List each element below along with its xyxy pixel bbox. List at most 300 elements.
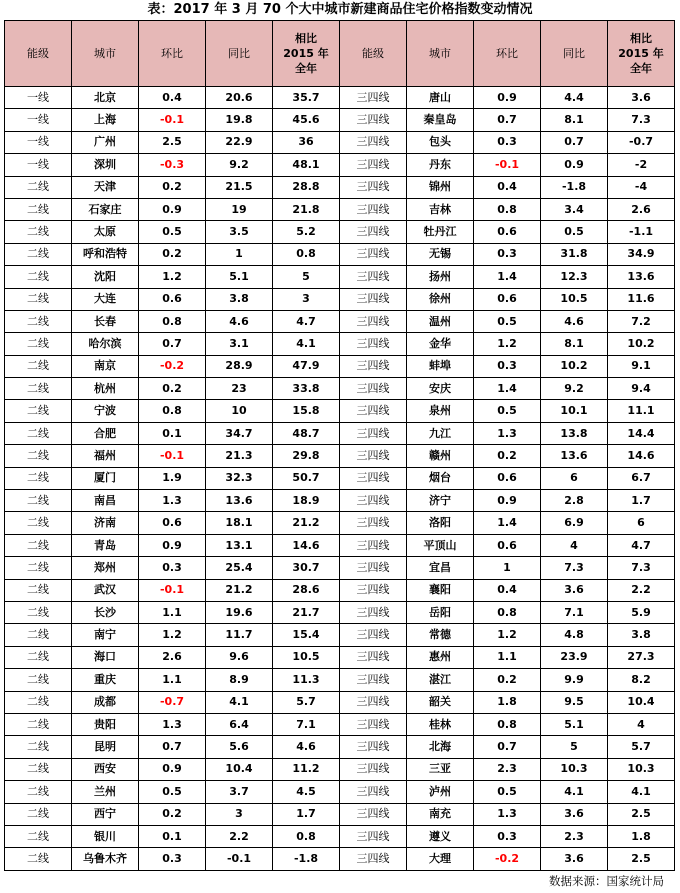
right-yoy-cell: 2.3 [541,825,608,847]
right-mom-cell: 1.2 [474,333,541,355]
left-yoy-cell: 22.9 [206,131,273,153]
right-mom-cell: 0.6 [474,221,541,243]
table-row [5,266,675,288]
right-tier-cell: 三四线 [340,288,407,310]
right-tier-cell: 三四线 [340,490,407,512]
right-vs2015-cell: 2.6 [608,198,675,220]
left-tier-cell: 二线 [5,825,72,847]
right-yoy-cell: 10.5 [541,288,608,310]
table-row [5,467,675,489]
left-mom-cell: 2.6 [139,646,206,668]
right-mom-cell: 0.7 [474,109,541,131]
left-mom-cell: 0.6 [139,512,206,534]
table-row [5,378,675,400]
right-mom-cell: 0.4 [474,579,541,601]
header-city: 城市 [72,21,139,87]
left-city-cell: 宁波 [72,400,139,422]
left-mom-cell: 0.3 [139,557,206,579]
right-yoy-cell: 9.5 [541,691,608,713]
right-mom-cell: 1.1 [474,646,541,668]
right-tier-cell: 三四线 [340,266,407,288]
left-city-cell: 杭州 [72,378,139,400]
left-city-cell: 海口 [72,646,139,668]
right-yoy-cell: 9.9 [541,669,608,691]
left-vs2015-cell: 0.8 [273,825,340,847]
table-row [5,646,675,668]
left-city-cell: 长春 [72,310,139,332]
left-mom-cell: 0.9 [139,534,206,556]
right-city-cell: 包头 [407,131,474,153]
right-city-cell: 韶关 [407,691,474,713]
left-yoy-cell: 3.5 [206,221,273,243]
left-tier-cell: 二线 [5,691,72,713]
left-vs2015-cell: 5.2 [273,221,340,243]
right-tier-cell: 三四线 [340,310,407,332]
right-vs2015-cell: 7.2 [608,310,675,332]
left-mom-cell: 1.2 [139,266,206,288]
left-tier-cell: 一线 [5,87,72,109]
left-yoy-cell: 13.6 [206,490,273,512]
right-tier-cell: 三四线 [340,467,407,489]
right-vs2015-cell: 6 [608,512,675,534]
right-yoy-cell: 4.1 [541,781,608,803]
right-mom-cell: 1 [474,557,541,579]
right-mom-cell: 0.8 [474,198,541,220]
left-vs2015-cell: 15.8 [273,400,340,422]
right-tier-cell: 三四线 [340,333,407,355]
left-mom-cell: 0.5 [139,221,206,243]
right-vs2015-cell: -0.7 [608,131,675,153]
left-tier-cell: 二线 [5,467,72,489]
right-yoy-cell: 0.9 [541,154,608,176]
left-tier-cell: 二线 [5,176,72,198]
left-vs2015-cell: 48.7 [273,422,340,444]
right-mom-cell: 1.4 [474,378,541,400]
right-city-cell: 三亚 [407,758,474,780]
left-yoy-cell: 11.7 [206,624,273,646]
left-vs2015-cell: 21.2 [273,512,340,534]
right-yoy-cell: 8.1 [541,333,608,355]
right-city-cell: 秦皇岛 [407,109,474,131]
right-city-cell: 赣州 [407,445,474,467]
left-yoy-cell: 9.6 [206,646,273,668]
header-mom: 环比 [474,21,541,87]
right-mom-cell: 0.9 [474,87,541,109]
right-mom-cell: 0.4 [474,176,541,198]
right-vs2015-cell: 11.1 [608,400,675,422]
right-yoy-cell: 2.8 [541,490,608,512]
table-row [5,243,675,265]
right-tier-cell: 三四线 [340,781,407,803]
left-city-cell: 合肥 [72,422,139,444]
left-tier-cell: 二线 [5,422,72,444]
right-mom-cell: 0.3 [474,355,541,377]
left-tier-cell: 二线 [5,243,72,265]
right-tier-cell: 三四线 [340,154,407,176]
right-vs2015-cell: 11.6 [608,288,675,310]
table-row [5,490,675,512]
right-yoy-cell: 12.3 [541,266,608,288]
left-vs2015-cell: 3 [273,288,340,310]
left-vs2015-cell: 21.7 [273,601,340,623]
left-tier-cell: 一线 [5,131,72,153]
right-city-cell: 安庆 [407,378,474,400]
right-city-cell: 襄阳 [407,579,474,601]
left-yoy-cell: 28.9 [206,355,273,377]
left-tier-cell: 一线 [5,109,72,131]
price-index-table [4,20,675,871]
left-yoy-cell: 3.8 [206,288,273,310]
left-city-cell: 深圳 [72,154,139,176]
header-vs-2015-line2: 2015 年 [283,47,329,60]
right-vs2015-cell: 4.7 [608,534,675,556]
table-row [5,601,675,623]
left-tier-cell: 二线 [5,848,72,870]
left-tier-cell: 二线 [5,266,72,288]
header-vs-2015-line3: 全年 [630,62,652,75]
left-yoy-cell: 18.1 [206,512,273,534]
left-vs2015-cell: 7.1 [273,713,340,735]
right-vs2015-cell: 10.4 [608,691,675,713]
right-city-cell: 岳阳 [407,601,474,623]
right-city-cell: 泸州 [407,781,474,803]
right-vs2015-cell: 7.3 [608,557,675,579]
right-yoy-cell: 5 [541,736,608,758]
right-mom-cell: 0.8 [474,601,541,623]
right-mom-cell: -0.1 [474,154,541,176]
left-yoy-cell: 3.1 [206,333,273,355]
left-vs2015-cell: 4.7 [273,310,340,332]
left-vs2015-cell: 21.8 [273,198,340,220]
left-vs2015-cell: 35.7 [273,87,340,109]
right-city-cell: 蚌埠 [407,355,474,377]
left-mom-cell: -0.1 [139,445,206,467]
left-city-cell: 北京 [72,87,139,109]
left-city-cell: 哈尔滨 [72,333,139,355]
left-mom-cell: -0.7 [139,691,206,713]
right-yoy-cell: 6 [541,467,608,489]
right-tier-cell: 三四线 [340,579,407,601]
header-vs-2015 [608,21,675,87]
right-tier-cell: 三四线 [340,512,407,534]
left-tier-cell: 一线 [5,154,72,176]
right-yoy-cell: 4.8 [541,624,608,646]
right-tier-cell: 三四线 [340,557,407,579]
right-yoy-cell: 3.4 [541,198,608,220]
left-mom-cell: 0.4 [139,87,206,109]
right-yoy-cell: 7.1 [541,601,608,623]
header-mom: 环比 [139,21,206,87]
left-mom-cell: 0.1 [139,825,206,847]
left-vs2015-cell: 4.5 [273,781,340,803]
right-city-cell: 金华 [407,333,474,355]
left-vs2015-cell: 18.9 [273,490,340,512]
left-city-cell: 福州 [72,445,139,467]
left-tier-cell: 二线 [5,534,72,556]
left-tier-cell: 二线 [5,713,72,735]
left-vs2015-cell: 45.6 [273,109,340,131]
right-vs2015-cell: -1.1 [608,221,675,243]
header-vs-2015-line1: 相比 [630,32,652,45]
right-vs2015-cell: 6.7 [608,467,675,489]
left-yoy-cell: 5.6 [206,736,273,758]
left-yoy-cell: 34.7 [206,422,273,444]
right-city-cell: 无锡 [407,243,474,265]
right-vs2015-cell: 4 [608,713,675,735]
left-tier-cell: 二线 [5,579,72,601]
left-vs2015-cell: 50.7 [273,467,340,489]
table-row [5,512,675,534]
right-city-cell: 宜昌 [407,557,474,579]
left-vs2015-cell: 10.5 [273,646,340,668]
right-yoy-cell: 10.1 [541,400,608,422]
right-yoy-cell: 5.1 [541,713,608,735]
right-mom-cell: 1.8 [474,691,541,713]
right-mom-cell: 0.6 [474,467,541,489]
right-vs2015-cell: 1.8 [608,825,675,847]
left-tier-cell: 二线 [5,624,72,646]
left-tier-cell: 二线 [5,781,72,803]
left-city-cell: 南京 [72,355,139,377]
left-tier-cell: 二线 [5,310,72,332]
left-city-cell: 银川 [72,825,139,847]
left-mom-cell: 0.7 [139,333,206,355]
table-row [5,803,675,825]
header-city: 城市 [407,21,474,87]
table-row [5,400,675,422]
right-mom-cell: 0.5 [474,781,541,803]
left-city-cell: 上海 [72,109,139,131]
right-vs2015-cell: 3.6 [608,87,675,109]
table-row [5,333,675,355]
header-row [5,21,675,87]
right-yoy-cell: 9.2 [541,378,608,400]
source-note: 数据来源：国家统计局 [549,874,664,888]
right-tier-cell: 三四线 [340,803,407,825]
right-yoy-cell: 3.6 [541,803,608,825]
left-tier-cell: 二线 [5,646,72,668]
left-city-cell: 重庆 [72,669,139,691]
right-tier-cell: 三四线 [340,131,407,153]
left-vs2015-cell: 1.7 [273,803,340,825]
table-row [5,534,675,556]
right-yoy-cell: 6.9 [541,512,608,534]
right-vs2015-cell: 2.5 [608,803,675,825]
left-yoy-cell: 6.4 [206,713,273,735]
table-row [5,109,675,131]
left-city-cell: 南昌 [72,490,139,512]
left-tier-cell: 二线 [5,512,72,534]
right-yoy-cell: 3.6 [541,579,608,601]
right-vs2015-cell: 9.1 [608,355,675,377]
right-vs2015-cell: 27.3 [608,646,675,668]
table-row [5,310,675,332]
left-vs2015-cell: 0.8 [273,243,340,265]
left-tier-cell: 二线 [5,736,72,758]
left-tier-cell: 二线 [5,221,72,243]
table-row [5,579,675,601]
table-row [5,781,675,803]
right-tier-cell: 三四线 [340,198,407,220]
left-yoy-cell: 19.6 [206,601,273,623]
right-city-cell: 湛江 [407,669,474,691]
right-tier-cell: 三四线 [340,601,407,623]
left-mom-cell: 0.9 [139,758,206,780]
left-tier-cell: 二线 [5,669,72,691]
right-mom-cell: 1.2 [474,624,541,646]
right-yoy-cell: 0.5 [541,221,608,243]
left-yoy-cell: 32.3 [206,467,273,489]
right-vs2015-cell: 10.3 [608,758,675,780]
left-yoy-cell: 4.6 [206,310,273,332]
left-mom-cell: 0.6 [139,288,206,310]
right-city-cell: 济宁 [407,490,474,512]
left-yoy-cell: 10 [206,400,273,422]
right-city-cell: 常德 [407,624,474,646]
right-mom-cell: -0.2 [474,848,541,870]
right-vs2015-cell: 14.4 [608,422,675,444]
right-vs2015-cell: 9.4 [608,378,675,400]
right-mom-cell: 0.5 [474,310,541,332]
header-yoy: 同比 [541,21,608,87]
left-city-cell: 武汉 [72,579,139,601]
right-tier-cell: 三四线 [340,691,407,713]
header-vs-2015-line3: 全年 [295,62,317,75]
left-city-cell: 长沙 [72,601,139,623]
right-yoy-cell: 10.3 [541,758,608,780]
right-yoy-cell: 0.7 [541,131,608,153]
left-yoy-cell: 3.7 [206,781,273,803]
left-yoy-cell: 13.1 [206,534,273,556]
left-mom-cell: 0.5 [139,781,206,803]
table-row [5,131,675,153]
left-vs2015-cell: 28.8 [273,176,340,198]
left-mom-cell: 0.2 [139,243,206,265]
left-city-cell: 济南 [72,512,139,534]
left-tier-cell: 二线 [5,333,72,355]
table-row [5,154,675,176]
right-yoy-cell: 4.4 [541,87,608,109]
left-vs2015-cell: 5 [273,266,340,288]
header-yoy: 同比 [206,21,273,87]
right-vs2015-cell: 2.5 [608,848,675,870]
right-city-cell: 泉州 [407,400,474,422]
left-mom-cell: 1.3 [139,490,206,512]
left-city-cell: 乌鲁木齐 [72,848,139,870]
left-mom-cell: 2.5 [139,131,206,153]
left-tier-cell: 二线 [5,803,72,825]
left-yoy-cell: 20.6 [206,87,273,109]
right-tier-cell: 三四线 [340,624,407,646]
right-tier-cell: 三四线 [340,445,407,467]
left-city-cell: 广州 [72,131,139,153]
right-city-cell: 丹东 [407,154,474,176]
left-tier-cell: 二线 [5,378,72,400]
left-vs2015-cell: 29.8 [273,445,340,467]
left-city-cell: 西安 [72,758,139,780]
right-tier-cell: 三四线 [340,736,407,758]
left-yoy-cell: 23 [206,378,273,400]
table-row [5,624,675,646]
table-row [5,825,675,847]
table-row [5,713,675,735]
right-tier-cell: 三四线 [340,109,407,131]
left-yoy-cell: 8.9 [206,669,273,691]
left-vs2015-cell: 4.1 [273,333,340,355]
right-city-cell: 吉林 [407,198,474,220]
table-row [5,87,675,109]
right-yoy-cell: 7.3 [541,557,608,579]
left-vs2015-cell: 11.2 [273,758,340,780]
left-city-cell: 天津 [72,176,139,198]
left-yoy-cell: 3 [206,803,273,825]
table-row [5,221,675,243]
left-mom-cell: 0.1 [139,422,206,444]
left-city-cell: 太原 [72,221,139,243]
left-mom-cell: 1.1 [139,601,206,623]
right-city-cell: 洛阳 [407,512,474,534]
right-yoy-cell: 3.6 [541,848,608,870]
right-mom-cell: 0.6 [474,534,541,556]
left-city-cell: 南宁 [72,624,139,646]
right-city-cell: 徐州 [407,288,474,310]
right-vs2015-cell: 4.1 [608,781,675,803]
left-mom-cell: 0.2 [139,176,206,198]
right-yoy-cell: 8.1 [541,109,608,131]
left-city-cell: 厦门 [72,467,139,489]
left-city-cell: 成都 [72,691,139,713]
left-yoy-cell: 21.5 [206,176,273,198]
table-row [5,669,675,691]
right-tier-cell: 三四线 [340,221,407,243]
right-vs2015-cell: 5.7 [608,736,675,758]
right-vs2015-cell: 2.2 [608,579,675,601]
right-tier-cell: 三四线 [340,534,407,556]
left-city-cell: 呼和浩特 [72,243,139,265]
right-city-cell: 南充 [407,803,474,825]
left-mom-cell: -0.1 [139,109,206,131]
right-mom-cell: 0.3 [474,243,541,265]
right-mom-cell: 1.4 [474,512,541,534]
left-vs2015-cell: 33.8 [273,378,340,400]
left-mom-cell: 1.2 [139,624,206,646]
right-mom-cell: 0.3 [474,825,541,847]
left-yoy-cell: 10.4 [206,758,273,780]
right-mom-cell: 0.5 [474,400,541,422]
right-city-cell: 锦州 [407,176,474,198]
right-yoy-cell: 10.2 [541,355,608,377]
left-mom-cell: 0.7 [139,736,206,758]
left-mom-cell: 0.9 [139,198,206,220]
left-vs2015-cell: 48.1 [273,154,340,176]
right-tier-cell: 三四线 [340,422,407,444]
table-row [5,176,675,198]
right-tier-cell: 三四线 [340,378,407,400]
right-city-cell: 大理 [407,848,474,870]
table-row [5,288,675,310]
table-row [5,758,675,780]
left-yoy-cell: 21.3 [206,445,273,467]
right-tier-cell: 三四线 [340,176,407,198]
header-vs-2015-line1: 相比 [295,32,317,45]
right-tier-cell: 三四线 [340,758,407,780]
left-city-cell: 大连 [72,288,139,310]
left-mom-cell: -0.3 [139,154,206,176]
left-yoy-cell: 5.1 [206,266,273,288]
right-tier-cell: 三四线 [340,713,407,735]
right-mom-cell: 1.4 [474,266,541,288]
right-tier-cell: 三四线 [340,87,407,109]
